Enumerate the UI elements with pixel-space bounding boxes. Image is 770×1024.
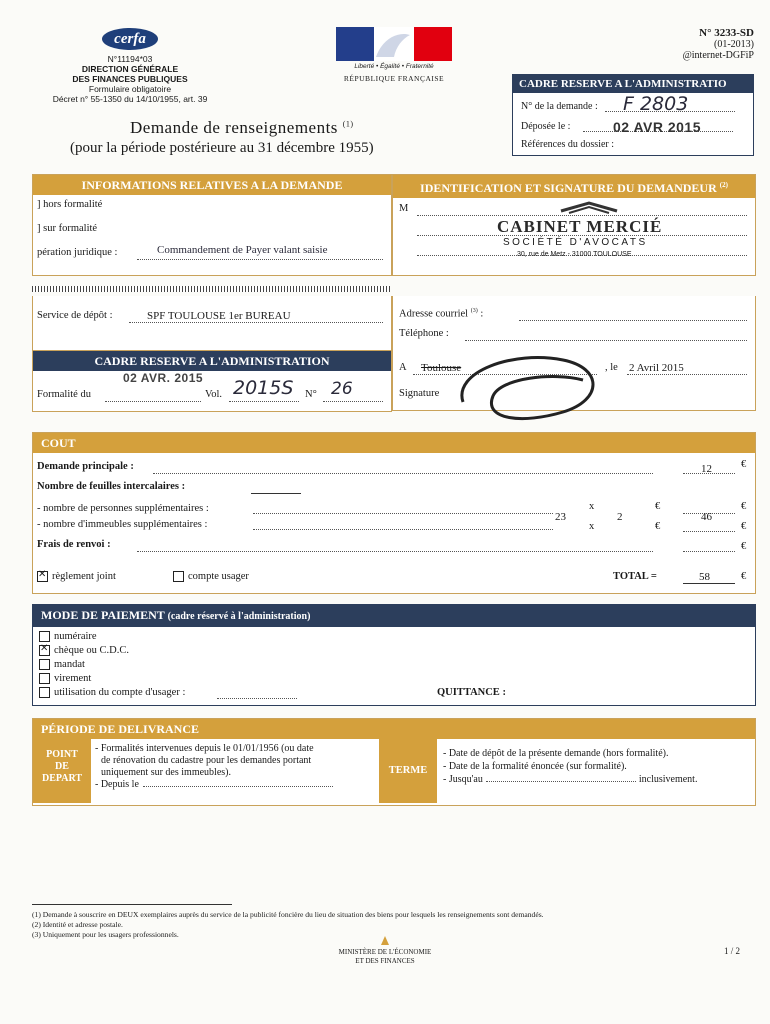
file-refs-label: Références du dossier : [521, 139, 615, 150]
mandatory-label: Formulaire obligatoire [88, 84, 172, 94]
end-text3b: inclusivement. [638, 774, 698, 785]
law-firm-type: SOCIÉTÉ D'AVOCATS [503, 237, 648, 248]
legal-operation-label: pération juridique : [37, 247, 118, 258]
decree-label: Décret n° 55-1350 du 14/10/1955, art. 39 [52, 94, 208, 104]
place-value: Toulouse [421, 362, 462, 374]
page-title [130, 118, 354, 138]
payment-option-3[interactable] [39, 673, 91, 684]
deposit-date-stamp: 02 AVR 2015 [613, 119, 701, 135]
email-note: (3) [470, 308, 478, 314]
form-date: (01-2013) [714, 39, 754, 50]
ministry-line2: ET DES FINANCES [355, 957, 415, 965]
end-label: TERME [379, 739, 437, 803]
formality-stamp-date: 02 AVR. 2015 [123, 371, 204, 385]
barcode-strip [32, 286, 390, 292]
cash-checkbox[interactable] [39, 631, 50, 642]
cash-label: numéraire [54, 631, 97, 642]
date-value: 2 Avril 2015 [629, 362, 684, 374]
user-account-checkbox[interactable] [173, 571, 184, 582]
vol-value: 2015S [233, 377, 294, 399]
footnote-1: (1) Demande à souscrire en DEUX exemplaires auprès du service de la publicité foncière du lieu de situation des biens pour lesquels les renseignements sont demandés. [32, 910, 544, 919]
marianne-flag-icon [336, 27, 452, 61]
footnote-3: (3) Uniquement pour les usagers professionnels. [32, 930, 179, 939]
main-request-value: 12 [701, 463, 712, 475]
page-subtitle: (pour la période postérieure au 31 décembre 1955) [70, 140, 374, 156]
cerfa-number: N°11194*03 [107, 54, 153, 64]
buildings-total-euro: € [741, 521, 747, 532]
main-request-label: Demande principale : [37, 461, 134, 472]
persons-total: 46 [701, 511, 712, 523]
phone-label: Téléphone : [399, 328, 449, 339]
applicant-title [393, 175, 755, 198]
admin-box-top [512, 74, 754, 156]
handwritten-signature-icon [453, 342, 613, 430]
applicant-section [392, 174, 756, 276]
start-line3: DEPART [41, 773, 83, 784]
end-text3: - Jusqu'au [443, 774, 483, 785]
start-text3: uniquement sur des immeubles). [101, 767, 231, 778]
user-account-checkbox-wrap[interactable] [173, 571, 249, 582]
payment-joined-checkbox[interactable] [37, 571, 48, 582]
hors-formalite-option: ] hors formalité [37, 199, 103, 210]
footnote-2: (2) Identité et adresse postale. [32, 920, 123, 929]
page-number: 1 / 2 [724, 946, 741, 956]
payment-option-1[interactable] [39, 645, 129, 656]
ministry-logo [370, 934, 400, 946]
signature-section [392, 350, 756, 411]
applicant-m-label: M [399, 203, 409, 214]
delivery-title: PÉRIODE DE DELIVRANCE [33, 719, 755, 739]
end-text [443, 747, 753, 786]
user-account-payment-checkbox[interactable] [39, 687, 50, 698]
start-text4: - Depuis le [95, 779, 139, 790]
applicant-title-text: IDENTIFICATION ET SIGNATURE DU DEMANDEUR [420, 181, 717, 195]
ministry-emblem-icon [370, 935, 400, 947]
extra-buildings-label: - nombre d'immeubles supplémentaires : [37, 519, 208, 530]
request-number-label: N° de la demande : [521, 101, 598, 112]
cout-section [32, 432, 756, 594]
return-fees-label: Frais de renvoi : [37, 539, 111, 550]
start-text1: - Formalités intervenues depuis le 01/01/1956 (ou date [95, 743, 314, 754]
payment-option-2[interactable] [39, 659, 85, 670]
delivery-section [32, 718, 756, 806]
buildings-x: x [589, 521, 595, 532]
euro-symbol: € [741, 459, 747, 470]
admin-box2-title: CADRE RESERVE A L'ADMINISTRATION [33, 351, 391, 371]
sur-formalite-option: ] sur formalité [37, 223, 98, 234]
motto: Liberté • Égalité • Fraternité [354, 63, 434, 70]
num-label: N° [305, 389, 317, 400]
cerfa-logo-text: cerfa [114, 31, 146, 47]
mandate-label: mandat [54, 659, 85, 670]
persons-total-euro: € [741, 501, 747, 512]
applicant-title-note: (2) [719, 181, 728, 189]
admin-box-title: CADRE RESERVE A L'ADMINISTRATIO [513, 75, 753, 93]
transfer-checkbox[interactable] [39, 673, 50, 684]
request-number-value: F 2803 [623, 93, 689, 115]
sheets-label: Nombre de feuilles intercalaires : [37, 481, 186, 492]
signature-label: Signature [399, 388, 440, 399]
start-point-label [33, 739, 91, 803]
legal-operation-value: Commandement de Payer valant saisie [157, 244, 328, 256]
issuer-block [40, 54, 220, 104]
persons-unit-euro: € [655, 501, 661, 512]
user-account-payment-label: utilisation du compte d'usager : [54, 687, 186, 698]
start-line1: POINT [46, 749, 78, 760]
payment-title-text: MODE DE PAIEMENT [41, 608, 165, 622]
form-id-block [640, 28, 754, 61]
title-note: (1) [342, 119, 354, 129]
payment-title-note: (cadre réservé à l'administration) [167, 611, 311, 622]
payment-joined-checkbox-wrap[interactable] [37, 571, 116, 582]
cerfa-logo [102, 28, 158, 50]
payment-title [33, 605, 755, 627]
payment-option-0[interactable] [39, 631, 97, 642]
transfer-label: virement [54, 673, 92, 684]
payment-option-4[interactable] [39, 687, 185, 698]
end-text2: - Date de la formalité énoncée (sur formalité). [443, 761, 627, 772]
place-label: A [399, 362, 407, 373]
quittance-label: QUITTANCE : [437, 687, 506, 698]
admin-box-formality [32, 350, 392, 412]
form-number: N° 3233-SD [699, 27, 754, 39]
request-info-title: INFORMATIONS RELATIVES A LA DEMANDE [33, 175, 391, 195]
stamp-wave-icon [559, 201, 619, 215]
ministry-line1: MINISTÈRE DE L'ÉCONOMIE [338, 948, 432, 956]
start-text2: de rénovation du cadastre pour les demandes portant [101, 755, 312, 766]
email-label: Adresse courriel [399, 308, 469, 320]
formality-label: Formalité du [37, 389, 91, 400]
end-text1: - Date de dépôt de la présente demande (hors formalité). [443, 748, 669, 759]
deposit-date-label: Déposée le : [521, 121, 571, 132]
request-info-section [32, 174, 392, 276]
cheque-checkbox[interactable] [39, 645, 50, 656]
payment-section [32, 604, 756, 706]
page-title-text: Demande de renseignements [130, 118, 338, 137]
cheque-label: chèque ou C.D.C. [54, 645, 129, 656]
start-line2: DE [55, 761, 69, 772]
start-point-text [95, 743, 373, 791]
direction-line1: DIRECTION GÉNÉRALE [81, 64, 179, 74]
persons-x: x [589, 501, 595, 512]
vol-label: Vol. [205, 389, 223, 400]
total-label: TOTAL = [613, 571, 657, 582]
law-firm-name: CABINET MERCIÉ [497, 217, 663, 236]
persons-unit-price: 2 [617, 511, 623, 523]
fees-euro: € [741, 541, 747, 552]
service-label: Service de dépôt : [37, 310, 113, 321]
law-firm-address: 30, rue de Metz - 31000 TOULOUSE [517, 251, 632, 258]
mandate-checkbox[interactable] [39, 659, 50, 670]
direction-line2: DES FINANCES PUBLIQUES [72, 74, 188, 84]
service-section [32, 296, 392, 351]
total-euro: € [741, 571, 747, 582]
republic-label: RÉPUBLIQUE FRANÇAISE [343, 74, 445, 83]
persons-count: 23 [555, 511, 566, 523]
service-value: SPF TOULOUSE 1er BUREAU [147, 310, 291, 322]
email-label-wrap: Adresse courriel $^{(3)}$ : [399, 308, 484, 320]
marianne-logo [336, 27, 452, 61]
user-account-label: compte usager [188, 571, 249, 582]
buildings-unit-euro: € [655, 521, 661, 532]
date-label: , le [605, 362, 618, 373]
ministry-name [320, 948, 450, 966]
total-value: 58 [699, 571, 710, 583]
extra-persons-label: - nombre de personnes supplémentaires : [37, 503, 209, 514]
num-value: 26 [331, 379, 353, 399]
form-source: @internet-DGFiP [682, 50, 754, 61]
law-firm-stamp [489, 199, 689, 269]
cout-title: COUT [33, 433, 755, 453]
payment-joined-label: règlement joint [52, 571, 116, 582]
